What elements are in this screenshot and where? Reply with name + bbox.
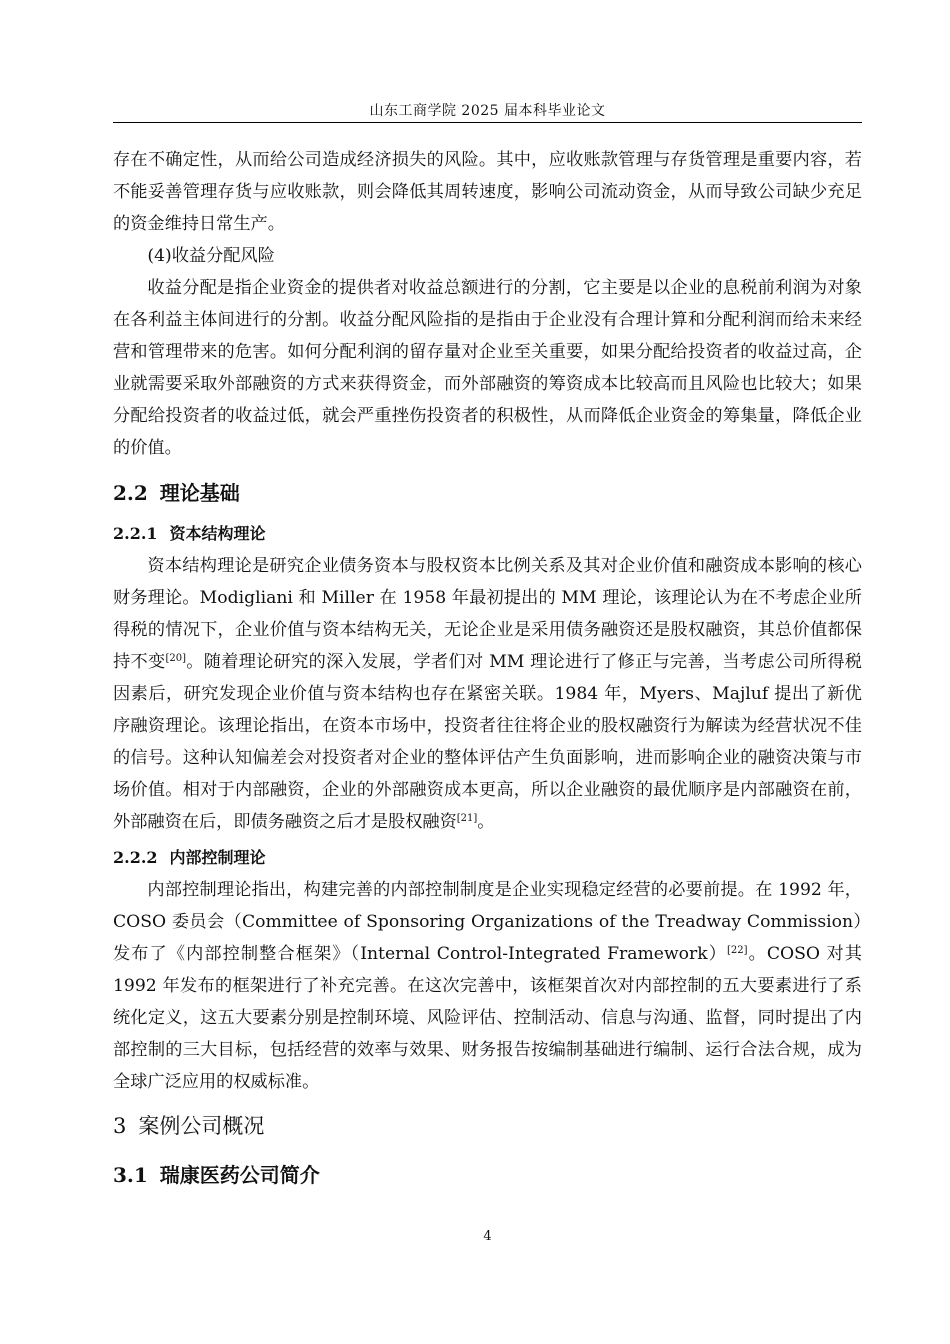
citation-21: [21] xyxy=(456,813,478,824)
section-title: 案例公司概况 xyxy=(138,1114,265,1138)
text-run: 资本结构理论是研究企业债务资本与股权资本比例关系及其对企业价值和融资成本影响的核心财务理论。Modigliani 和 Miller 在 1958 年最初提出的 MM 理论，该理论认为在不考虑企业所得税的情况下，企业价值与资本结构无关，无论企业是采用债务融资还是股权融资，其总价值都保持不变 xyxy=(113,556,862,672)
section-heading-2-2-1 xyxy=(113,518,862,550)
section-title: 资本结构理论 xyxy=(169,524,266,543)
section-title: 瑞康医药公司简介 xyxy=(159,1163,320,1187)
section-number: 2.2.1 xyxy=(113,524,158,543)
text-run: 内部控制理论指出，构建完善的内部控制制度是企业实现稳定经营的必要前提。在 1992 年，COSO 委员会（Committee of Sponsoring Organizations of the Treadway Commission）发布了《内部控制整合框架》（Internal Control-Integrated Framework） xyxy=(113,880,862,964)
paragraph-income-distribution: 收益分配是指企业资金的提供者对收益总额进行的分割，它主要是以企业的息税前利润为对象在各利益主体间进行的分割。收益分配风险指的是指由于企业没有合理计算和分配利润而给未来经营和管理带来的危害。如何分配利润的留存量对企业至关重要，如果分配给投资者的收益过高，企业就需要采取外部融资的方式来获得资金，而外部融资的筹资成本比较高而且风险也比较大；如果分配给投资者的收益过低，就会严重挫伤投资者的积极性，从而降低企业资金的筹集量，降低企业的价值。 xyxy=(113,278,862,458)
section-number: 2.2.2 xyxy=(113,848,158,867)
text-run: 。COSO 对其 1992 年发布的框架进行了补充完善。在这次完善中，该框架首次对内部控制的五大要素进行了系统化定义，这五大要素分别是控制环境、风险评估、控制活动、信息与沟通、监督，同时提出了内部控制的三大目标，包括经营的效率与效果、财务报告按编制基础进行编制、运行合法合规，成为全球广泛应用的权威标准。 xyxy=(113,944,862,1092)
section-heading-2-2 xyxy=(113,474,862,512)
paragraph-capital-structure xyxy=(113,550,862,838)
text-run: 。 xyxy=(477,812,495,832)
section-number: 2.2 xyxy=(113,481,148,505)
section-title: 理论基础 xyxy=(159,481,240,505)
paragraph-internal-control xyxy=(113,874,862,1098)
chapter-heading-3 xyxy=(113,1106,862,1146)
section-number: 3 xyxy=(113,1114,127,1138)
header-rule xyxy=(113,122,862,123)
page-body xyxy=(113,144,862,1200)
citation-20: [20] xyxy=(165,653,186,664)
section-heading-3-1 xyxy=(113,1156,862,1194)
citation-22: [22] xyxy=(727,945,748,956)
page-number: 4 xyxy=(483,1229,492,1244)
subheading-income-distribution-risk: (4)收益分配风险 xyxy=(147,246,275,266)
section-number: 3.1 xyxy=(113,1163,148,1187)
paragraph-continued: 存在不确定性，从而给公司造成经济损失的风险。其中，应收账款管理与存货管理是重要内容，若不能妥善管理存货与应收账款，则会降低其周转速度，影响公司流动资金，从而导致公司缺少充足的资金维持日常生产。 xyxy=(113,150,862,234)
text-run: 。随着理论研究的深入发展，学者们对 MM 理论进行了修正与完善，当考虑公司所得税因素后，研究发现企业价值与资本结构也存在紧密关联。1984 年，Myers、Majluf 提出了新优序融资理论。该理论指出，在资本市场中，投资者往往将企业的股权融资行为解读为经营状况不佳的信号。这种认知偏差会对投资者对企业的整体评估产生负面影响，进而影响企业的融资决策与市场价值。相对于内部融资，企业的外部融资成本更高，所以企业融资的最优顺序是内部融资在前，外部融资在后，即债务融资之后才是股权融资 xyxy=(113,652,862,832)
section-title: 内部控制理论 xyxy=(169,848,266,867)
section-heading-2-2-2 xyxy=(113,842,862,874)
running-header: 山东工商学院 2025 届本科毕业论文 xyxy=(369,103,606,119)
